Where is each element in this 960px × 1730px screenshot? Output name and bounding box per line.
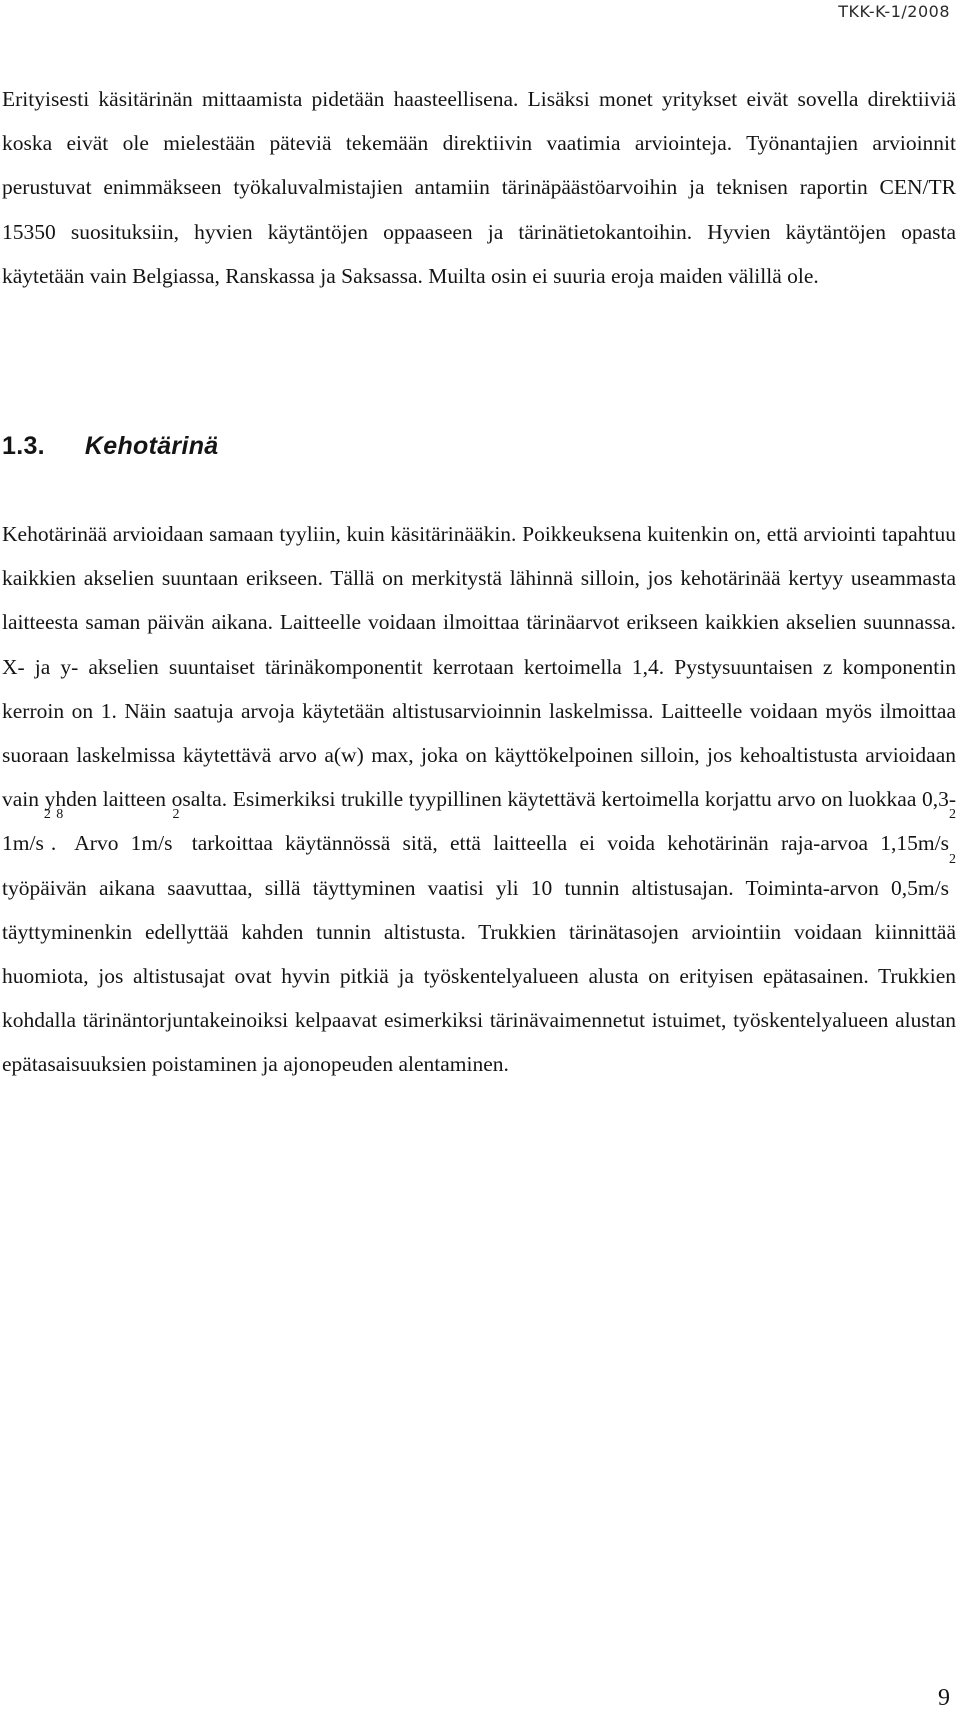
footnote-reference: 8 <box>56 807 64 823</box>
superscript-exponent: 2 <box>172 807 180 823</box>
text-segment: täyttyminenkin edellyttää kahden tunnin altistusta. Trukkien tärinätasojen arviointiin voidaan kiinnittää huomiota, jos altistusajat ovat hyvin pitkiä ja työskentelyalueen alusta on erityisen epätasainen. Trukkien kohdalla tärinäntorjuntakeinoiksi kelpaavat esimerkiksi tärinävaimennetut istuimet, työskentelyalueen alustan epätasaisuuksien poistaminen ja ajonopeuden alentaminen. <box>2 919 956 1077</box>
text-segment: Kehotärinää arvioidaan samaan tyyliin, kuin käsitärinääkin. Poikkeuksena kuitenkin on, että arviointi tapahtuu kaikkien akselien suuntaan erikseen. Tällä on merkitystä lähinnä silloin, jos kehotärinää kertyy useammasta laitteesta saman päivän aikana. Laitteelle voidaan ilmoittaa tärinäarvot erikseen kaikkien akselien suunnassa. X- ja y- akselien suuntaiset tärinäkomponentit kerrotaan kertoimella 1,4. Pystysuuntaisen z komponentin kerroin on 1. Näin saatuja arvoja käytetään altistusarvioinnin laskelmissa. Laitteelle voidaan myös ilmoittaa suoraan laskelmissa käytettävä arvo a(w) max, joka on käyttökelpoinen silloin, jos kehoaltistusta arvioidaan vain yhden laitteen osalta. Esimerkiksi trukille tyypillinen käytettävä kertoimella korjattu arvo on luokkaa 0,3-1m/s <box>2 522 956 856</box>
document-code: TKK-K-1/2008 <box>838 2 950 21</box>
page-number: 9 <box>938 1685 950 1711</box>
kehotarina-paragraph <box>2 512 956 1087</box>
superscript-exponent: 2 <box>949 807 956 823</box>
section-title: Kehotärinä <box>84 432 219 460</box>
section-heading <box>2 432 219 461</box>
superscript-exponent: 2 <box>43 807 51 823</box>
text-segment: työpäivän aikana saavuttaa, sillä täyttyminen vaatisi yli 10 tunnin altistusajan. Toiminta-arvon 0,5m/s <box>2 875 949 900</box>
text-segment: tarkoittaa käytännössä sitä, että laitteella ei voida kehotärinän raja-arvoa 1,15m/s <box>179 831 949 856</box>
intro-paragraph: Erityisesti käsitärinän mittaamista pidetään haasteellisena. Lisäksi monet yritykset eivät sovella direktiiviä koska eivät ole mielestään päteviä tekemään direktiivin vaatimia arviointeja. Työnantajien arvioinnit perustuvat enimmäkseen työkaluvalmistajien antamiin tärinäpäästöarvoihin ja teknisen raportin CEN/TR 15350 suosituksiin, hyvien käytäntöjen oppaaseen ja tärinätietokantoihin. Hyvien käytäntöjen opasta käytetään vain Belgiassa, Ranskassa ja Saksassa. Muilta osin ei suuria eroja maiden välillä ole. <box>2 87 956 288</box>
section-number: 1.3. <box>2 432 45 460</box>
superscript-exponent: 2 <box>949 851 956 867</box>
text-segment: . <box>50 831 57 856</box>
text-segment: Arvo 1m/s <box>63 831 173 856</box>
